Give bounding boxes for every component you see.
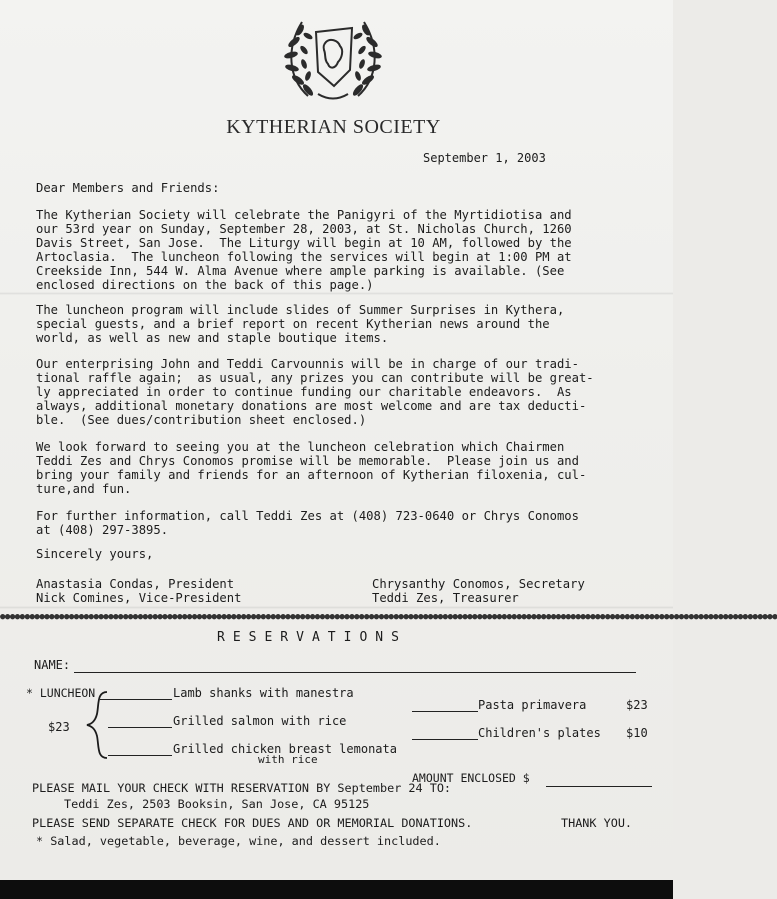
name-field[interactable]: [74, 672, 636, 673]
luncheon-price: $23: [48, 720, 70, 734]
option-children: Children's plates: [478, 726, 601, 740]
option-pasta: Pasta primavera: [478, 698, 587, 712]
paper-fold: [0, 606, 673, 609]
paper-fold: [0, 292, 673, 295]
bottom-edge: [0, 880, 673, 899]
signers-left: Anastasia Condas, President Nick Comines, Vice-President: [36, 577, 242, 605]
thank-you: THANK YOU.: [561, 816, 633, 830]
paragraph-program: The luncheon program will include slides of Summer Surprises in Kythera, special guests, and a brief report on recent Kytherian news around the world, as well as new and staple boutique items.: [36, 303, 565, 345]
paragraph-invitation: We look forward to seeing you at the luncheon celebration which Chairmen Teddi Zes and Chrys Conomos promise will be memorable. Please join us and bring your family and friends for an afternoon of Kytherian filoxenia, cul- ture,and fun.: [36, 440, 587, 496]
option-salmon: Grilled salmon with rice: [173, 714, 347, 728]
lamb-blank[interactable]: [100, 699, 172, 700]
pasta-blank[interactable]: [412, 711, 478, 712]
paragraph-contact: For further information, call Teddi Zes at (408) 723-0640 or Chrys Conomos at (408) 297-3895.: [36, 509, 579, 537]
option-chicken: Grilled chicken breast lemonata: [173, 742, 397, 756]
paragraph-event: The Kytherian Society will celebrate the Panigyri of the Myrtidiotisa and our 53rd year on Sunday, September 28, 2003, at St. Nicholas Church, 1260 Davis Street, San Jose. The Liturgy will begin at 10 AM, followed by the Artoclasia. The luncheon following the services will begin at 1:00 PM at Creekside Inn, 544 W. Alma Avenue where ample parking is available. (See enclosed directions on the back of this page.): [36, 208, 572, 292]
closing: Sincerely yours,: [36, 547, 154, 561]
reservations-title: RESERVATIONS: [217, 630, 407, 645]
paragraph-raffle: Our enterprising John and Teddi Carvounnis will be in charge of our tradi- tional raffle again; as usual, any prizes you can contribute will be great- ly appreciated in order to continue funding our charitable endeavors. As always, additional monetary donations are most welcome and are tax deducti- ble. (See dues/contribution sheet enclosed.): [36, 357, 594, 427]
amount-enclosed-label: AMOUNT ENCLOSED $: [412, 771, 530, 785]
brace-icon: [83, 690, 113, 760]
separate-check-note: PLEASE SEND SEPARATE CHECK FOR DUES AND OR MEMORIAL DONATIONS.: [32, 816, 473, 830]
perforation-divider: ●●●●●●●●●●●●●●●●●●●●●●●●●●●●●●●●●●●●●●●●●●●●●●●●●●●●●●●●●●●●●●●●●●●●●●●●●●●●●●●●●●●●●●●●●●●●●●●●●●●●●●●●●●●●●●●●●●●●●●●●●●●●●●●●●●●●●●●●●●●●●●●●●●●●●●●●●●●●●●: [0, 612, 777, 622]
salmon-blank[interactable]: [108, 727, 172, 728]
option-chicken-sub: with rice: [258, 753, 318, 766]
option-lamb: Lamb shanks with manestra: [173, 686, 354, 700]
name-label: NAME:: [34, 658, 71, 672]
chicken-blank[interactable]: [108, 755, 172, 756]
salutation: Dear Members and Friends:: [36, 181, 220, 195]
organization-name: KYTHERIAN SOCIETY: [226, 116, 441, 138]
luncheon-label: * LUNCHEON: [26, 686, 96, 700]
signers-right: Chrysanthy Conomos, Secretary Teddi Zes, Treasurer: [372, 577, 585, 605]
letter-date: September 1, 2003: [423, 151, 546, 165]
included-footnote: * Salad, vegetable, beverage, wine, and dessert included.: [36, 834, 441, 848]
price-pasta: $23: [626, 698, 648, 712]
amount-enclosed-field[interactable]: [546, 786, 652, 787]
mail-instructions: PLEASE MAIL YOUR CHECK WITH RESERVATION BY September 24 TO:: [32, 781, 452, 795]
laurel-wreath-logo: [278, 8, 388, 108]
mail-address: Teddi Zes, 2503 Booksin, San Jose, CA 95125: [64, 797, 370, 811]
price-children: $10: [626, 726, 648, 740]
children-blank[interactable]: [412, 739, 478, 740]
